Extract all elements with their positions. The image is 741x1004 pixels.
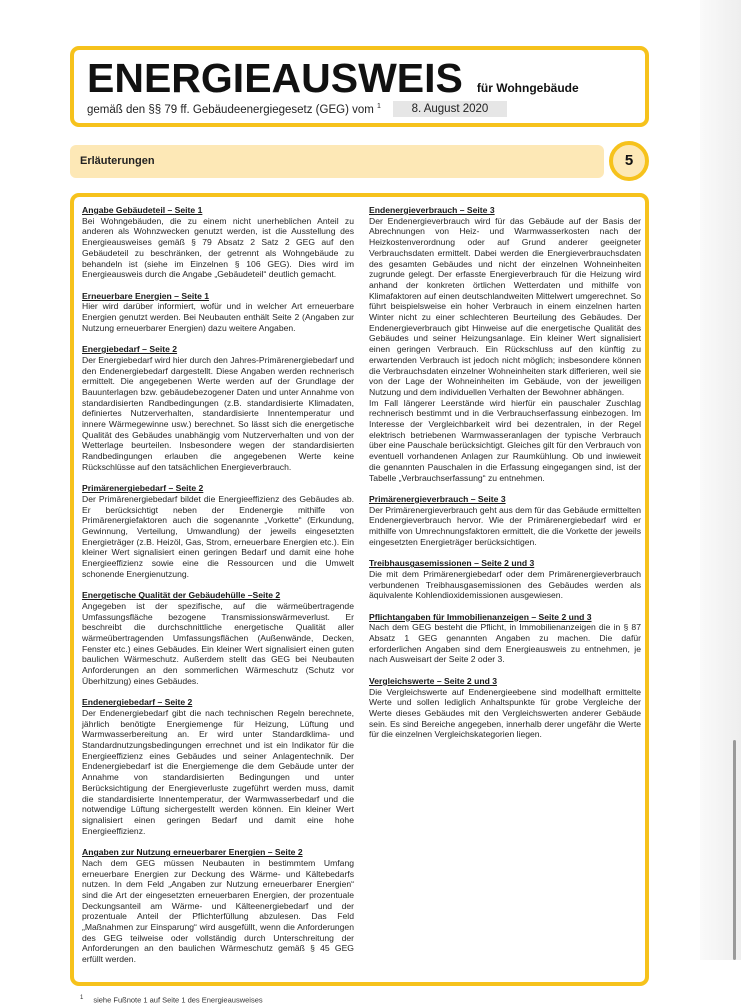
block-text: Hier wird darüber informiert, wofür und in welcher Art erneuerbare Energien genutzt werden. Bei Neubauten enthält Seite 2 (Angaben zur Nutzung erneuerbarer Energien) dazu weitere Angaben. xyxy=(82,301,354,333)
law-reference xyxy=(87,103,381,116)
footnote-mark: 1 xyxy=(80,994,84,1001)
block-text: Der Endenergieverbrauch wird für das Gebäude auf der Basis der Abrechnungen von Heiz- und Warmwasserkosten nach der Heizkostenverordnung oder auf Grund anderer geeigneter Verbrauchsdaten ermittelt. Dabei werden die Energieverbrauchsdaten des gesamten Gebäudes und nicht der einzelnen Wohneinheiten zugrunde gelegt. Der erfasste Energieverbrauch für die Heizung wird anhand der konkreten örtlichen Wetterdaten und mithilfe von Klimafaktoren auf einen deutschlandweiten Mittelwert umgerechnet. So führt beispielsweise ein hoher Verbrauch in einem einzelnen harten Winter nicht zu einer schlechteren Beurteilung des Gebäudes. Der Endenergieverbrauch gibt Hinweise auf die energetische Qualität des Gebäudes und seiner Heizungsanlage. Ein kleiner Wert signalisiert einen geringen Verbrauch. Ein Rückschluss auf den künftig zu erwartenden Verbrauch ist jedoch nicht möglich; insbesondere können die Verbrauchsdaten einzelner Wohneinheiten stark differieren, weil sie von der Lage der Wohneinheiten im Gebäude, von der jeweiligen Nutzung und dem individuellen Verhalten der Bewohner abhängen. xyxy=(369,215,641,397)
explanation-block xyxy=(369,558,641,601)
block-heading: Pflichtangaben für Immobilienanzeigen – Seite 2 und 3 xyxy=(369,611,592,622)
block-heading: Treibhausgasemissionen – Seite 2 und 3 xyxy=(369,558,535,569)
explanation-block xyxy=(369,612,641,666)
section-row xyxy=(70,141,649,181)
document-header xyxy=(70,46,649,127)
explanation-block xyxy=(369,494,641,548)
block-text: Der Primärenergiebedarf bildet die Energieeffizienz des Gebäudes ab. Er berücksichtigt neben der Endenergie mithilfe von Primärenergiefaktoren auch die sogenannte „Vorkette“ (Erkundung, Gewinnung, Verteilung, Umwandlung) der jeweils eingesetzten Energieträger (z.B. Heizöl, Gas, Strom, erneuerbare Energien etc.). Ein kleiner Wert signalisiert einen geringen Bedarf und damit eine hohe Energieeffizienz sowie eine die Ressourcen und die Umwelt schonende Energienutzung. xyxy=(82,493,354,579)
block-text: Die Vergleichswerte auf Endenergieebene sind modellhaft ermittelte Werte und sollen lediglich Anhaltspunkte für grobe Vergleiche der Werte dieses Gebäudes mit den Vergleichswerten anderer Gebäude sein. Es sind Bereiche angegeben, innerhalb derer ungefähr die Werte für die einzelnen Vergleichskategorien liegen. xyxy=(369,686,641,740)
block-text: Angegeben ist der spezifische, auf die wärmeübertragende Umfassungsfläche bezogene Transmissionswärmeverlust. Er beschreibt die durchschnittliche energetische Qualität aller wärmeübertragenden Umfassungsflächen (Außenwände, Decken, Fenster etc.) eines Gebäudes. Ein kleiner Wert signalisiert einen guten baulichen Wärmeschutz. Außerdem stellt das GEG bei Neubauten Anforderungen an den sommerlichen Wärmeschutz (Schutz vor Überhitzung) eines Gebäudes. xyxy=(82,600,354,686)
block-heading: Angabe Gebäudeteil – Seite 1 xyxy=(82,205,203,215)
explanation-block xyxy=(82,344,354,472)
page-number-badge: 5 xyxy=(609,141,649,181)
block-text: Bei Wohngebäuden, die zu einem nicht unerheblichen Anteil zu anderen als Wohnzwecken genutzt werden, ist die Ausstellung des Energieausweises gemäß § 79 Absatz 2 Satz 2 GEG auf den Gebäudeteil zu beschränken, der getrennt als Wohngebäude zu behandeln ist (siehe im Einzelnen § 106 GEG). Dies wird im Energieausweis durch die Angabe „Gebäudeteil“ deutlich gemacht. xyxy=(82,215,354,280)
explanation-block xyxy=(82,291,354,334)
section-title: Erläuterungen xyxy=(80,155,155,167)
block-text: Im Fall längerer Leerstände wird hierfür ein pauschaler Zuschlag rechnerisch bestimmt und in die Verbrauchserfassung einbezogen. Im Interesse der Vergleichbarkeit wird bei dezentralen, in der Regel elektrisch betriebenen Warmwasseranlagen der typische Verbrauch über eine Pauschale berücksichtigt. Gleiches gilt für den Verbrauch von eventuell vorhandenen Anlagen zur Raumkühlung. Ob und inwieweit die genannten Pauschalen in die Erfassung eingegangen sind, ist der Tabelle „Verbrauchserfassung“ zu entnehmen. xyxy=(369,397,641,483)
document-title: ENERGIEAUSWEIS xyxy=(87,55,463,101)
scrollbar[interactable] xyxy=(733,740,736,960)
footnote xyxy=(70,995,649,1004)
block-text: Nach dem GEG müssen Neubauten in bestimmtem Umfang erneuerbare Energien zur Deckung des Wärme- und Kältebedarfs nutzen. In dem Feld „Angaben zur Nutzung erneuerbarer Energien“ sind die Art der eingesetzten erneuerbaren Energien, der prozentuale Deckungsanteil am Wärme- und Kälteenergiebedarf und der prozentuale Anteil der Pflichterfüllung abzulesen. Das Feld „Maßnahmen zur Einsparung“ wird ausgefüllt, wenn die Anforderungen des GEG teilweise oder vollständig durch Unterschreitung der Anforderungen an den baulichen Wärmeschutz gemäß § 45 GEG erfüllt werden. xyxy=(82,857,354,965)
block-text: Die mit dem Primärenergiebedarf oder dem Primärenergieverbrauch verbundenen Treibhausgasemissionen des Gebäudes werden als äquivalente Kohlendioxidemissionen ausgewiesen. xyxy=(369,568,641,601)
block-text: Der Primärenergieverbrauch geht aus dem für das Gebäude ermittelten Endenergieverbrauch hervor. Wie der Primärenergiebedarf wird er mithilfe von Umrechnungsfaktoren ermittelt, die die Vorkette der jeweils eingesetzten Energieträger berücksichtigen. xyxy=(369,504,641,547)
explanations-box xyxy=(70,193,649,986)
block-heading: Primärenergieverbrauch – Seite 3 xyxy=(369,493,506,504)
explanation-block xyxy=(82,697,354,836)
explanation-block xyxy=(82,590,354,686)
explanation-block xyxy=(82,205,354,280)
explanation-block xyxy=(369,205,641,483)
block-text: Der Endenergiebedarf gibt die nach technischen Regeln berechnete, jährlich benötigte Energiemenge für Heizung, Lüftung und Warmwasserbereitung an. Er wird unter Standardklima- und Standardnutzungsbedingungen errechnet und ist ein Indikator für die Energieeffizienz eines Gebäudes und seiner Anlagentechnik. Der Endenergiebedarf ist die Energiemenge die dem Gebäude unter der Annahme von standardisierten Bedingungen und unter Berücksichtigung der Energieverluste zugeführt werden muss, damit die standardisierte Innentemperatur, der Warmwasserbedarf und die notwendige Lüftung sichergestellt werden können. Ein kleiner Wert signalisiert einen geringen Bedarf und damit eine hohe Energieeffizienz. xyxy=(82,707,354,836)
law-row xyxy=(87,101,635,117)
right-column xyxy=(369,205,641,976)
footnote-text: siehe Fußnote 1 auf Seite 1 des Energieausweises xyxy=(93,995,263,1004)
block-heading: Energetische Qualität der Gebäudehülle –Seite 2 xyxy=(82,590,281,601)
block-text: Der Energiebedarf wird hier durch den Jahres-Primärenergiebedarf und den Endenergiebedarf dargestellt. Diese Angaben werden rechnerisch ermittelt. Die angegebenen Werte werden auf der Grundlage der Bauunterlagen bzw. gebäudebezogener Daten und unter Annahme von standardisierten Randbedingungen (z.B. standardisierte Klimadaten, definiertes Nutzerverhalten, standardisierte Innentemperatur und innere Wärmegewinne usw.) berechnet. So lässt sich die energetische Qualität des Gebäudes unabhängig vom Nutzerverhalten und von der Wetterlage beurteilen. Insbesondere wegen der standardisierten Randbedingungen erlauben die angegebenen Werte keine Rückschlüsse auf den tatsächlichen Energieverbrauch. xyxy=(82,354,354,472)
block-heading: Endenergiebedarf – Seite 2 xyxy=(82,697,193,708)
explanation-block xyxy=(82,483,354,579)
footnote-mark: 1 xyxy=(377,102,381,110)
title-row xyxy=(87,56,635,100)
left-column xyxy=(82,205,354,976)
block-heading: Primärenergiebedarf – Seite 2 xyxy=(82,483,204,494)
block-heading: Energiebedarf – Seite 2 xyxy=(82,344,178,355)
section-bar xyxy=(70,145,604,178)
block-heading: Angaben zur Nutzung erneuerbarer Energien – Seite 2 xyxy=(82,847,303,858)
law-text: gemäß den §§ 79 ff. Gebäudeenergiegesetz (GEG) vom xyxy=(87,103,374,116)
explanation-block xyxy=(82,847,354,965)
block-heading: Erneuerbare Energien – Seite 1 xyxy=(82,290,210,301)
block-heading: Endenergieverbrauch – Seite 3 xyxy=(369,205,495,215)
explanation-block xyxy=(369,676,641,740)
law-date-field: 8. August 2020 xyxy=(393,101,507,117)
document-subtitle: für Wohngebäude xyxy=(476,81,579,95)
block-heading: Vergleichswerte – Seite 2 und 3 xyxy=(369,675,498,686)
block-text: Nach dem GEG besteht die Pflicht, in Immobilienanzeigen die in § 87 Absatz 1 GEG genannten Angaben zu machen. Die dafür erforderlichen Angaben sind dem Energieausweis zu entnehmen, je nach Ausweisart der Seite 2 oder 3. xyxy=(369,622,641,665)
